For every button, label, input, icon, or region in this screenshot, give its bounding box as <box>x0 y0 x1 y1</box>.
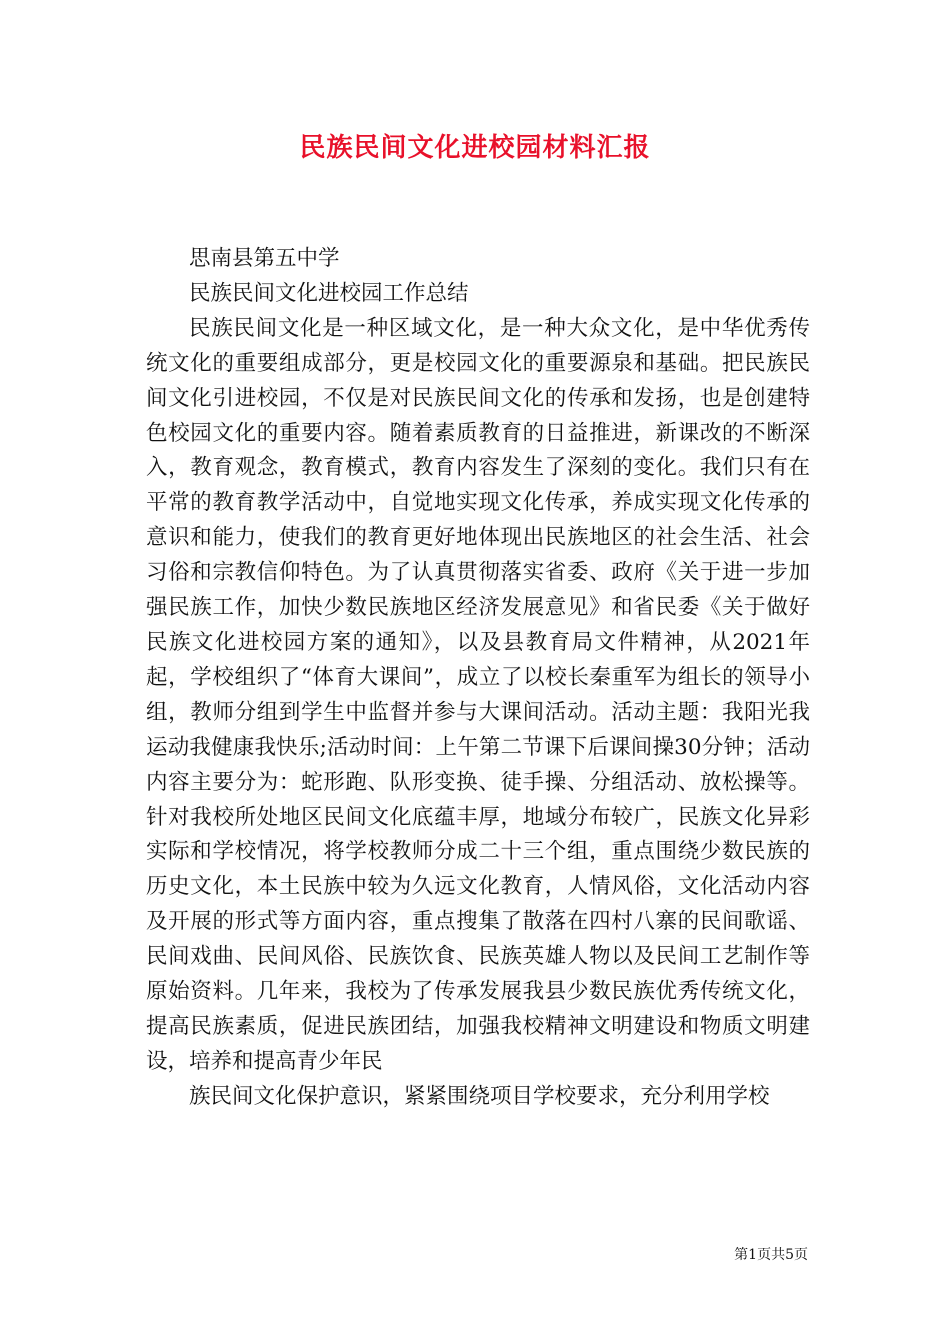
page-number-footer: 第1页共5页 <box>734 1247 808 1263</box>
school-name-line: 思南县第五中学 <box>189 246 340 271</box>
body-paragraph-continued: 族民间文化保护意识，紧紧围绕项目学校要求，充分利用学校 <box>189 1083 770 1109</box>
body-paragraph: 民族民间文化是一种区域文化，是一种大众文化，是中华优秀传统文化的重要组成部分，更是校园文化的重要源泉和基础。把民族民间文化引进校园，不仅是对民族民间文化的传承和发扬，也是创建特色校园文化的重要内容。随着素质教育的日益推进，新课改的不断深入，教育观念，教育模式，教育内容发生了深刻的变化。我们只有在平常的教育教学活动中，自觉地实现文化传承，养成实现文化传承的意识和能力，使我们的教育更好地体现出民族地区的社会生活、社会习俗和宗教信仰特色。为了认真贯彻落实省委、政府《关于进一步加强民族工作，加快少数民族地区经济发展意见》和省民委《关于做好民族文化进校园方案的通知》，以及县教育局文件精神，从2021年起，学校组织了“体育大课间”，成立了以校长秦重军为组长的领导小组，教师分组到学生中监督并参与大课间活动。活动主题：我阳光我运动我健康我快乐;活动时间：上午第二节课下后课间操30分钟；活动内容主要分为：蛇形跑、队形变换、徒手操、分组活动、放松操等。针对我校所处地区民间文化底蕴丰厚，地域分布较广，民族文化异彩实际和学校情况，将学校教师分成二十三个组，重点围绕少数民族的历史文化，本土民族中较为久远文化教育，人情风俗，文化活动内容及开展的形式等方面内容，重点搜集了散落在四村八寨的民间歌谣、民间戏曲、民间风俗、民族饮食、民族英雄人物以及民间工艺制作等原始资料。几年来，我校为了传承发展我县少数民族优秀传统文化，提高民族素质，促进民族团结，加强我校精神文明建设和物质文明建设，培养和提高青少年民 <box>146 315 810 1074</box>
document-body <box>146 242 810 1115</box>
document-title: 民族民间文化进校园材料汇报 <box>299 133 651 163</box>
subtitle-line: 民族民间文化进校园工作总结 <box>189 280 469 306</box>
